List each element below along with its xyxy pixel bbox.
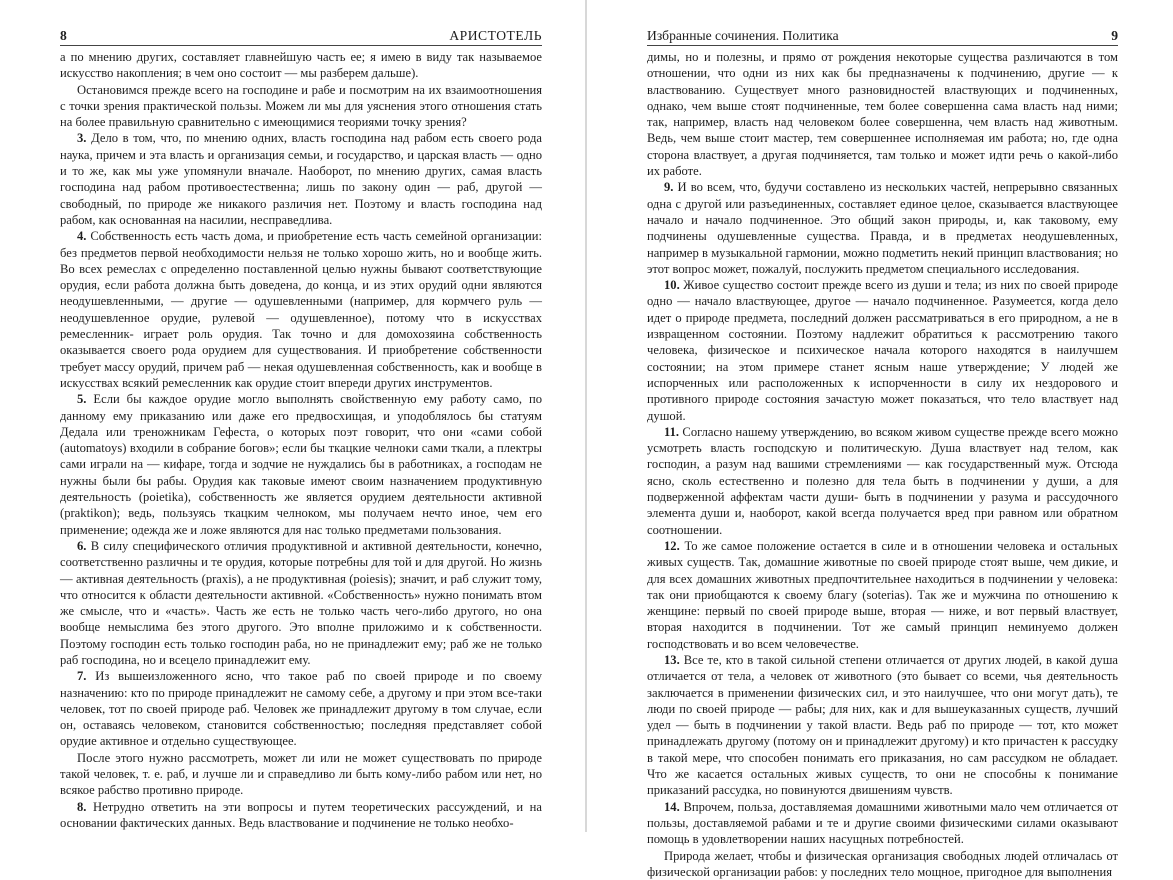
paragraph xyxy=(647,49,1118,179)
paragraph xyxy=(60,750,542,799)
page-header xyxy=(647,28,1118,46)
section-number: 11. xyxy=(664,424,680,439)
section-number: 12. xyxy=(664,538,680,553)
paragraph xyxy=(647,424,1118,538)
paragraph-text: димы, но и полезны, и прямо от рождения некоторые существа различаются в том отношении, что одни из них как бы предназначены к подчинению, другие — к властвованию. Существует много разновидностей властвующих и подчиненных, однако, чем выше стоят подчиненные, тем более совершенна сама власть над ними; так, например, власть над человеком более совершенна, чем власть над животным. Ведь, чем выше стоит мастер, тем совершеннее исполняемая им работа; но, где одна сторона властвует, а другая подчиняется, там только и может идти речь о какой-либо их работе. xyxy=(647,50,1118,179)
paragraph xyxy=(60,668,542,749)
paragraph xyxy=(647,277,1118,424)
paragraph xyxy=(60,538,542,668)
paragraph-text: После этого нужно рассмотреть, может ли или не может существовать по природе такой человек, т. е. раб, и лучше ли и справедливо ли быть кому-либо рабом или нет, но всякое рабство противно природе. xyxy=(60,750,542,798)
right-page xyxy=(587,0,1173,879)
paragraph-text: а по мнению других, составляет главнейшую часть ее; я имею в виду так называемое искусство накопления; в чем оно состоит — мы разберем дальше). xyxy=(60,50,542,81)
paragraph xyxy=(647,799,1118,848)
paragraph-text: В силу специфического отличия продуктивной и активной деятельности, конечно, соответственно различны и те орудия, которые потребны для той и для другой. Но жизнь — активная деятельность (praxis), а не продуктивная (poiesis); значит, и раб служит тому, что относится к области деятельности активной. «Собственность» нужно понимать втом же смысле, что и «часть». Часть же есть не только часть чего-либо другого, но она вообще немыслима без этого другого. Это вполне приложимо и к собственности. Поэтому господин есть только господин раба, но не принадлежит ему; раб же не только раб господина, но и всецело принадлежит ему. xyxy=(60,538,542,667)
paragraph xyxy=(647,538,1118,652)
section-number: 4. xyxy=(77,229,87,244)
paragraph-text: И во всем, что, будучи составлено из нескольких частей, непрерывно связанных одна с другой или разъединенных, составляет единое целое, сказывается властвующее начало и начало подчиненное. Это общий закон природы, и, как таковому, ему подчинены одушевленные существа. Правда, и в предметах неодушевленных, например в музыкальной гармонии, можно подметить некий принцип властвования; но этот вопрос может, пожалуй, послужить предметом специального исследования. xyxy=(647,180,1118,276)
section-number: 8. xyxy=(77,799,87,814)
left-page xyxy=(0,0,586,832)
paragraph-text: Живое существо состоит прежде всего из души и тела; из них по своей природе одно — начало властвующее, другое — начало подчиненное. Разумеется, когда дело идет о природе предмета, последний должен рассматриваться в его природном, а не в извращенном состоянии. Поэтому надлежит обратиться к рассмотрению такого человека, физическое и психическое начала которого находятся в наилучшем состоянии; на этом примере станет ясным наше утверждение; У людей же испорченных или расположенных к испорченности в силу их нездорового и противного природе состояния зачастую может показаться, что тело властвует над душой. xyxy=(647,278,1118,423)
paragraph xyxy=(647,848,1118,880)
paragraph xyxy=(647,179,1118,277)
paragraph-text: Остановимся прежде всего на господине и рабе и посмотрим на их взаимоотношения с точки зрения практической пользы. Можем ли мы для уяснения этого отношения стать на более правильную сравнительно с имеющимися теориями точку зрения? xyxy=(60,82,542,130)
paragraph-text: Из вышеизложенного ясно, что такое раб по своей природе и по своему назначению: кто по природе принадлежит не самому себе, а другому и при этом все-таки человек, тот по своей природе раб. Человек же принадлежит другому в том случае, если он, оставаясь человеком, становится собственностью; последняя представляет собой орудие активное и отдельно существующее. xyxy=(60,669,542,749)
page-header xyxy=(60,28,542,46)
paragraph-text: Все те, кто в такой сильной степени отличается от других людей, в какой душа отличается от тела, а человек от животного (это бывает со всеми, чья деятельность заключается в применении физических сил, и это наилучшее, что они могут дать), те люди по своей природе — рабы; для них, как и для вышеуказанных существ, лучший удел — быть в подчинении у такой власти. Ведь раб по природе — тот, кто может принадлежать другому (потому он и принадлежит другому) и кто причастен к рассудку в такой мере, что способен понимать его приказания, но сам рассудком не обладает. Что же касается остальных живых существ, то они не способны к понимание приказаний рассудка, но повинуются двишениям чувств. xyxy=(647,652,1118,798)
page-number: 9 xyxy=(1111,28,1118,43)
section-number: 9. xyxy=(664,180,674,195)
page-number: 8 xyxy=(60,28,67,43)
section-number: 13. xyxy=(664,652,680,667)
section-number: 10. xyxy=(664,278,680,293)
paragraph-text: Собственность есть часть дома, и приобретение есть часть семейной организации: без предметов первой необходимости нельзя не только хорошо жить, но и вообще жить. Во всех ремеслах с определенно поставленной целью нужны бывают соответствующие орудия, если работа должна быть доведена, до конца, и из этих орудий одни являются неодушевленными, — другие — одушевленными (например, для кормчего руль — неодушевленное орудие, рулевой — одушевленное), потому что в искусствах ремесленник- играет роль орудия. Так точно и для домохозяина собственность оказывается своего рода орудием для существования. И приобретение собственности требует массу орудий, причем раб — некая одушевленная собственность, как и вообще в искусствах всякий ремесленник как орудие стоит впереди других инструментов. xyxy=(60,229,542,390)
paragraph xyxy=(60,49,542,82)
paragraph-text: Если бы каждое орудие могло выполнять свойственную ему работу само, по данному ему приказанию или даже его предвосхищая, и уподоблялось бы статуям Дедала или треножникам Гефеста, о которых поэт говорит, что они «сами собой (automatoys) входили в собрание богов»; если бы ткацкие челноки сами ткали, а плектры сами играли на — кифаре, тогда и зодчие не нуждались бы в работниках, а господам не нужны были бы рабы. Орудия как таковые имеют своим назначением продуктивную деятельность (poietika), собственность же является орудием деятельности активной (praktikon); ведь, пользуясь ткацким челноком, мы получаем нечто иное, чем его применение; одежда же и ложе являются для нас только предметами пользования. xyxy=(60,392,542,537)
paragraph-text: Впрочем, польза, доставляемая домашними животными мало чем отличается от пользы, доставляемой рабами и те и другие своими физическими силами оказывают помощь в удовлетворении наших насущных потребностей. xyxy=(647,799,1119,847)
paragraph-text: Нетрудно ответить на эти вопросы и путем теоретических рассуждений, и на основании фактических данных. Ведь властвование и подчинение не только необхо- xyxy=(60,799,542,830)
body-text xyxy=(647,49,1118,880)
paragraph-text: Природа желает, чтобы и физическая организация свободных людей отличалась от физической организации рабов: у последних тело мощное, пригодное для выполнения xyxy=(647,848,1118,879)
section-number: 3. xyxy=(77,131,87,146)
paragraph xyxy=(60,82,542,131)
paragraph xyxy=(60,228,542,391)
paragraph-text: Согласно нашему утверждению, во всяком живом существе прежде всего можно усмотреть власть господскую и политическую. Душа властвует над телом, как господин, а разум над вашими стремлениями — как государственный муж. Отсюда ясно, сколь естественно и полезно для тела быть в подчинении у души, а для подверженной аффектам части души- быть в подчинении у разума и рассудочного элемента души и, наоборот, какой всегда получается вред при равном или обратном соотношении. xyxy=(647,424,1118,537)
paragraph xyxy=(647,652,1118,799)
paragraph-text: Дело в том, что, по мнению одних, власть господина над рабом есть своего рода наука, причем и эта власть и организация семьи, и государство, и царская власть — одно и то же, как мы уже упомянули вначале. Наоборот, по мнению других, самая власть господина над рабом противоестественна; лишь по закону один — раб, другой — свободный, по природе же никакого различия нет. Поэтому и власть господина над рабом, как основанная на насилии, несправедлива. xyxy=(60,131,542,227)
paragraph xyxy=(60,799,542,832)
section-number: 5. xyxy=(77,392,87,407)
section-number: 14. xyxy=(664,799,680,814)
body-text xyxy=(60,49,542,831)
running-head: АРИСТОТЕЛЬ xyxy=(449,28,542,43)
paragraph xyxy=(60,130,542,228)
paragraph-text: То же самое положение остается в силе и в отношении человека и остальных живых существ. Так, домашние животные по своей природе стоят выше, чем дикие, и для всех домашних животных предпочтительнее находиться в подчинении у человека: так они приобщаются к своему благу (soterias). Так же и мужчина по отношению к женщине: первый по своей природе выше, вторая — ниже, и вот первый властвует, вторая находится в подчинении. Тот же самый принцип неминуемо должен господствовать и во всем человечестве. xyxy=(647,538,1118,651)
paragraph xyxy=(60,391,542,538)
running-head: Избранные сочинения. Политика xyxy=(647,28,839,43)
section-number: 7. xyxy=(77,669,87,684)
section-number: 6. xyxy=(77,538,87,553)
